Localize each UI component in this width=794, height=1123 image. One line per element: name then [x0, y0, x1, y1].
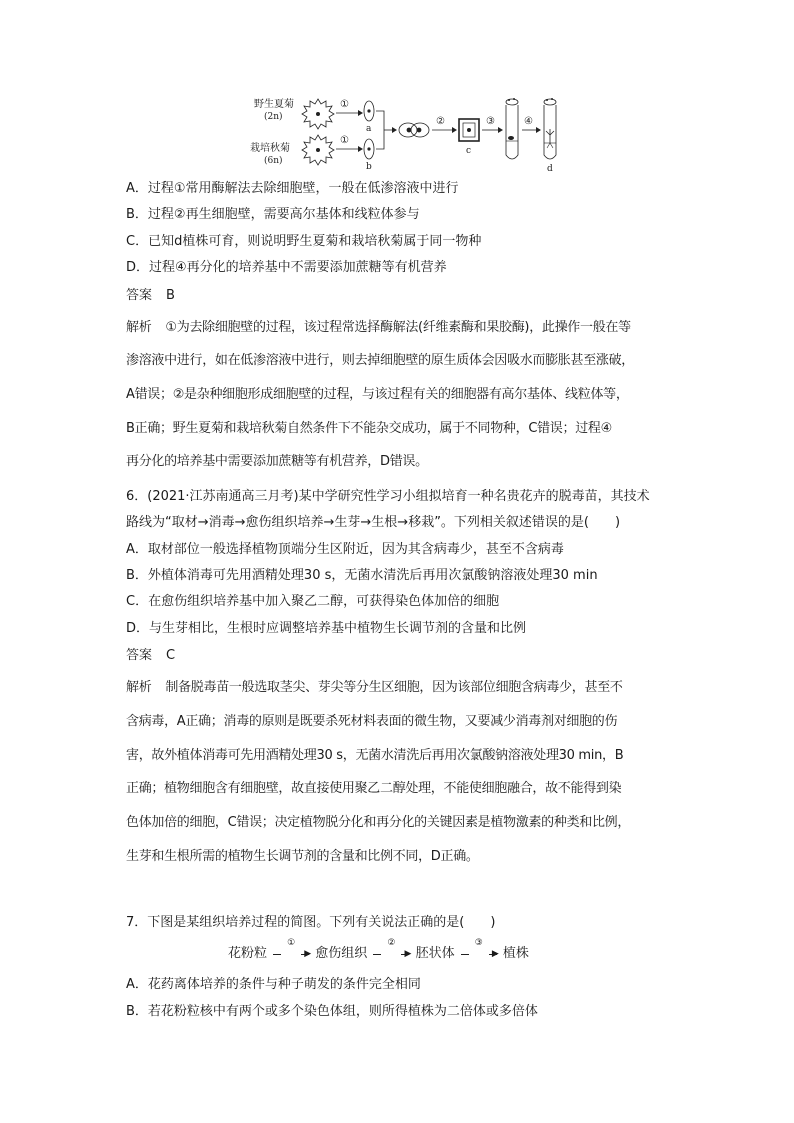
q7-option-b: B．若花粉粒核中有两个或多个染色体组，则所得植株为二倍体或多倍体 [126, 1004, 538, 1019]
q6-stem-line-2: 路线为“取材→消毒→愈伤组织培养→生芽→生根→移栽”。下列相关叙述错误的是( ) [126, 515, 621, 530]
answer-label: 答案 [126, 288, 153, 303]
flow-arrow-1: ① ▶ [273, 944, 309, 960]
flow-arrow-3: ③ ▶ [461, 944, 497, 960]
cultivated-chrysanthemum-label: 栽培秋菊 [250, 143, 290, 154]
q5-analysis-text-1: ①为去除细胞壁的过程，该过程常选择酶解法(纤维素酶和果胶酶)，此操作一般在等 [165, 320, 631, 335]
answer-value: B [166, 288, 175, 303]
flow-step-3: ③ [474, 937, 483, 948]
q6-option-a: A．取材部位一般选择植物顶端分生区附近，因为其含病毒少，甚至不含病毒 [126, 542, 564, 557]
answer-value: C [166, 648, 176, 663]
q6-analysis-text-1: 制备脱毒苗一般选取茎尖、芽尖等分生区细胞，因为该部位细胞含病毒少，甚至不 [165, 680, 623, 695]
test-tube-plantlet-icon [544, 98, 556, 159]
step3-label: ③ [486, 116, 495, 127]
q5-option-d: D．过程④再分化的培养基中不需要添加蔗糖等有机营养 [126, 260, 447, 275]
test-tube-callus-icon [506, 98, 518, 159]
hybridization-figure [250, 93, 560, 173]
q6-option-c: C．在愈伤组织培养基中加入聚乙二醇，可获得染色体加倍的细胞 [126, 594, 500, 609]
analysis-label: 解析 [126, 680, 152, 695]
q7-stem: 7．下图是某组织培养过程的简图。下列有关说法正确的是( ) [126, 915, 496, 930]
flow-arrow-2: ② ▶ [373, 944, 409, 960]
q5-analysis-line-4: B正确；野生夏菊和栽培秋菊自然条件下不能杂交成功，属于不同物种，C错误；过程④ [126, 421, 612, 436]
flow-step-1: ① [287, 937, 296, 948]
step1-top-label: ① [340, 99, 349, 110]
wild-cell-icon [302, 99, 334, 129]
q7-option-a: A．花药离体培养的条件与种子萌发的条件完全相同 [126, 977, 421, 992]
q6-option-b: B．外植体消毒可先用酒精处理30 s，无菌水清洗后再用次氯酸钠溶液处理30 min [126, 568, 598, 583]
q6-option-d: D．与生芽相比，生根时应调整培养基中植物生长调节剂的含量和比例 [126, 621, 527, 636]
q6-analysis-line-4: 正确；植物细胞含有细胞壁，故直接使用聚乙二醇处理，不能使细胞融合，故不能得到染 [126, 781, 622, 796]
q6-analysis-line-5: 色体加倍的细胞，C错误；决定植物脱分化和再分化的关键因素是植物激素的种类和比例， [126, 815, 631, 830]
q5-analysis-line-5: 再分化的培养基中需要添加蔗糖等有机营养，D错误。 [126, 454, 428, 469]
label-c: c [466, 146, 472, 156]
q5-option-c: C．已知d植株可育，则说明野生夏菊和栽培秋菊属于同一物种 [126, 234, 482, 249]
fusing-cells-icon [399, 123, 429, 137]
cultivated-cell-icon [302, 135, 334, 165]
flow-pollen: 花粉粒 [228, 946, 268, 961]
q6-analysis-line-2: 含病毒，A正确；消毒的原则是既要杀死材料表面的微生物，又要减少消毒剂对细胞的伤 [126, 714, 618, 729]
culture-flow-diagram [228, 937, 529, 964]
q5-analysis-line-2: 渗溶液中进行，如在低渗溶液中进行，则去掉细胞壁的原生质体会因吸水而膨胀甚至涨破， [126, 353, 635, 368]
q6-stem-line-1: 6．(2021·江苏南通高三月考)某中学研究性学习小组拟培育一种名贵花卉的脱毒苗，其技术 [126, 489, 650, 504]
step2-label: ② [436, 116, 445, 127]
label-d: d [547, 164, 553, 173]
wild-chrysanthemum-label: 野生夏菊 [254, 99, 294, 110]
flow-step-2: ② [387, 937, 396, 948]
step1-bottom-label: ① [340, 135, 349, 146]
q6-analysis-line-3: 害，故外植体消毒可先用酒精处理30 s，无菌水清洗后再用次氯酸钠溶液处理30 min，B [126, 748, 624, 763]
label-b: b [366, 162, 372, 172]
q6-analysis-line-6: 生芽和生根所需的植物生长调节剂的含量和比例不同，D正确。 [126, 849, 479, 864]
q6-answer [126, 647, 175, 665]
q5-option-b: B．过程②再生细胞壁，需要高尔基体和线粒体参与 [126, 207, 420, 222]
q5-option-a: A．过程①常用酶解法去除细胞壁，一般在低渗溶液中进行 [126, 181, 459, 196]
q5-analysis-line-3: A错误；②是杂种细胞形成细胞壁的过程，与该过程有关的细胞器有高尔基体、线粒体等， [126, 387, 629, 402]
q6-analysis-line-1 [126, 679, 623, 697]
label-a: a [366, 124, 372, 134]
q5-answer [126, 287, 175, 305]
flow-embryoid: 胚状体 [415, 946, 455, 961]
answer-label: 答案 [126, 648, 153, 663]
wild-ploidy-label: (2n) [264, 112, 283, 122]
step4-label: ④ [524, 116, 533, 127]
cultivated-ploidy-label: (6n) [264, 156, 283, 166]
flow-callus: 愈伤组织 [315, 946, 368, 961]
analysis-label: 解析 [126, 320, 152, 335]
q5-analysis-line-1 [126, 319, 631, 337]
flow-plant: 植株 [502, 946, 529, 961]
hybrid-cell-c-icon [459, 119, 479, 141]
